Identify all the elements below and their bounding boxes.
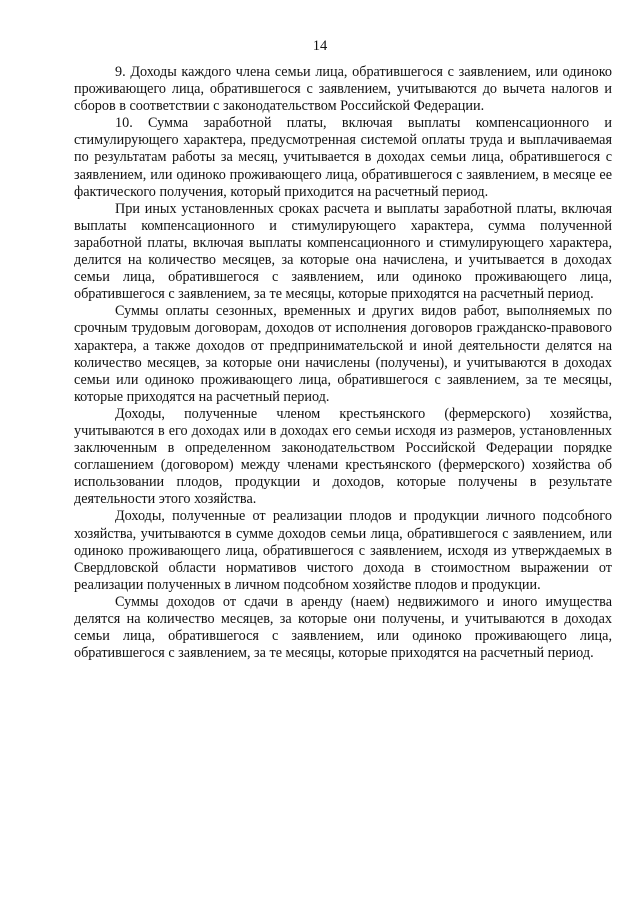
page-number: 14 <box>312 38 328 54</box>
paragraph-subsidiary-farming: Доходы, полученные от реализации плодов и продукции личного подсобного хозяйства, учитываются в сумме доходов семьи лица, обратившегося с заявлением, или одиноко проживающего лица, обратившегося с заявлением, исходя из утверждаемых в Свердловской области нормативов чистого дохода в стоимостном выражении от реализации полученных в личном подсобном хозяйстве плодов и продукции. <box>74 508 612 593</box>
paragraph-farm-income: Доходы, полученные членом крестьянского (фермерского) хозяйства, учитываются в его доходах или в доходах его семьи исходя из размеров, установленных заключенным в определенном законодательством Российской Федерации порядке соглашением (договором) между членами крестьянского (фермерского) хозяйства об использовании плодов, продукции и доходов, которые получены в результате деятельности этого хозяйства. <box>74 405 612 508</box>
body-text <box>74 64 612 662</box>
paragraph-other-terms: При иных установленных сроках расчета и выплаты заработной платы, включая выплаты компенсационного и стимулирующего характера, сумма полученной заработной платы, включая выплаты компенсационного и стимулирующего характера, делится на количество месяцев, за которые она начислена, и учитывается в доходах семьи лица, обратившегося с заявлением, или одиноко проживающего лица, обратившегося с заявлением, за те месяцы, которые приходятся на расчетный период. <box>74 200 612 303</box>
paragraph-9: 9. Доходы каждого члена семьи лица, обратившегося с заявлением, или одиноко проживающего лица, обратившегося с заявлением, учитываются до вычета налогов и сборов в соответствии с законодательством Российской Федерации. <box>74 64 612 115</box>
paragraph-seasonal-work: Суммы оплаты сезонных, временных и других видов работ, выполняемых по срочным трудовым договорам, доходов от исполнения договоров гражданско-правового характера, а также доходов от предпринимательской и иной деятельности делятся на количество месяцев, за которые они начислены (получены), и учитываются в доходах семьи или одиноко проживающего лица, обратившегося с заявлением, за те месяцы, которые приходятся на расчетный период. <box>74 303 612 405</box>
paragraph-10: 10. Сумма заработной платы, включая выплаты компенсационного и стимулирующего характера, предусмотренная системой оплаты труда и выплачиваемая по результатам работы за месяц, учитывается в доходах семьи лица, обратившегося с заявлением, или одиноко проживающего лица, обратившегося с заявлением, в месяце ее фактического получения, который приходится на расчетный период. <box>74 115 612 200</box>
paragraph-rental-income: Суммы доходов от сдачи в аренду (наем) недвижимого и иного имущества делятся на количество месяцев, за которые они получены, и учитываются в доходах семьи лица, обратившегося с заявлением, или одиноко проживающего лица, обратившегося с заявлением, за те месяцы, которые приходятся на расчетный период. <box>74 593 612 662</box>
